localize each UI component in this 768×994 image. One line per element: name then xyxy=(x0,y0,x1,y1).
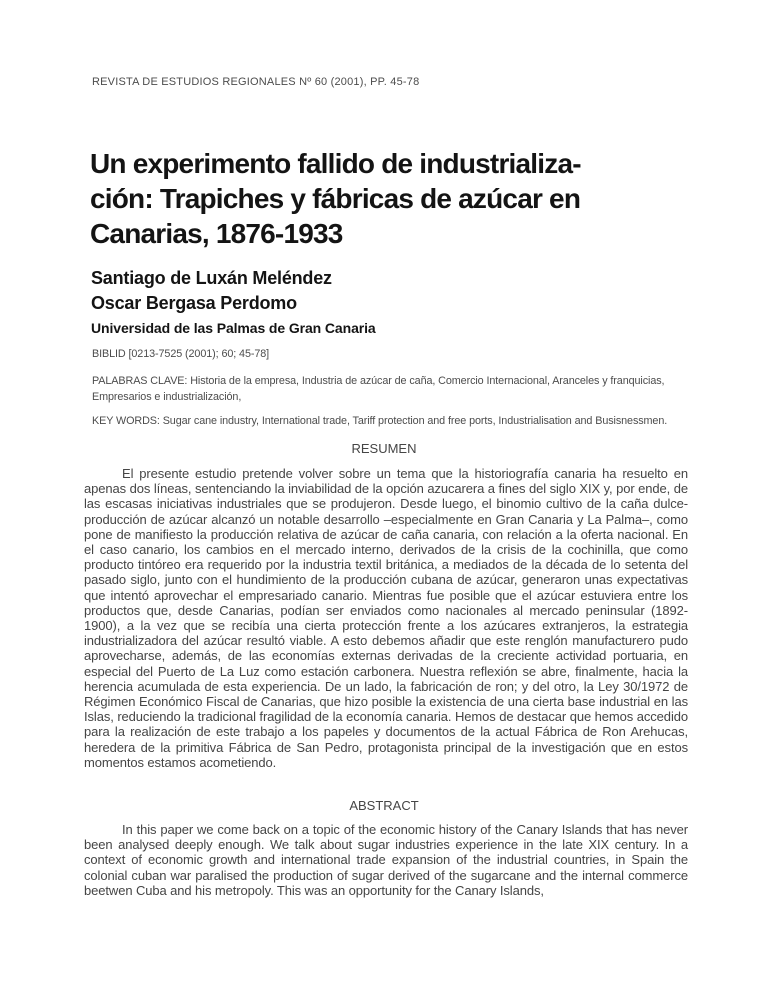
affiliation: Universidad de las Palmas de Gran Canaria xyxy=(91,320,376,336)
abstract-body: In this paper we come back on a topic of the economic history of the Canary Islands that has never been analysed deeply enough. We talk about sugar industries experience in the late XIX century. In a context of economic growth and international trade expansion of the industrial countries, in Spain the colonial cuban war paralised the production of sugar derived of the sugarcane and the internal commerce beetwen Cuba and his metropoly. This was an opportunity for the Canary Islands, xyxy=(84,822,688,898)
resumen-heading: RESUMEN xyxy=(351,441,417,456)
resumen-body: El presente estudio pretende volver sobre un tema que la historiografía canaria ha resuelto en apenas dos líneas, sentenciando la inviabilidad de la opción azucarera a fines del siglo XIX y, por ende, de las escasas iniciativas industriales que se produjeron. Desde luego, el binomio cultivo de la caña dulce-producción de azúcar alcanzó un notable desarrollo –especialmente en Gran Canaria y La Palma–, como pone de manifiesto la producción relativa de azúcar de caña canaria, con relación a la oferta nacional. En el caso canario, los cambios en el mercado interno, derivados de la crisis de la cochinilla, que como producto tintóreo era requerido por la industria textil británica, a mediados de la década de lo setenta del pasado siglo, junto con el hundimiento de la producción cubana de azúcar, generaron unas expectativas que intentó aprovechar el empresariado canario. Mientras fue posible que el azúcar estuviera entre los productos que, desde Canarias, podían ser enviados como nacionales al mercado peninsular (1892-1900), a la vez que se recibía una cierta protección frente a los azúcares extranjeros, la estrategia industrializadora del azúcar resultó viable. A esto debemos añadir que este renglón manufacturero pudo aprovecharse, además, de las economías externas derivadas de la creciente actividad portuaria, en especial del Puerto de La Luz como estación carbonera. Nuestra reflexión se abre, finalmente, hacia la herencia acumulada de esta experiencia. De un lado, la fabricación de ron; y del otro, la Ley 30/1972 de Régimen Económico Fiscal de Canarias, que hizo posible la existencia de una cierta base industrial en las Islas, reduciendo la tradicional fragilidad de la economía canaria. Hemos de destacar que hemos accedido para la realización de este trabajo a los papeles y documentos de la actual Fábrica de Ron Arehucas, heredera de la primitiva Fábrica de San Pedro, protagonista principal de la investigación que en estos momentos estamos acometiendo. xyxy=(84,466,688,770)
key-words-line: KEY WORDS: Sugar cane industry, International trade, Tariff protection and free ports, Industrialisation and Busisnessmen. xyxy=(92,415,668,427)
title-line-2: ción: Trapiches y fábricas de azúcar en xyxy=(90,183,581,214)
author-name-2: Oscar Bergasa Perdomo xyxy=(91,293,297,313)
journal-header: REVISTA DE ESTUDIOS REGIONALES Nº 60 (2001), PP. 45-78 xyxy=(92,76,420,88)
palabras-clave-line: PALABRAS CLAVE: Historia de la empresa, Industria de azúcar de caña, Comercio Internacional, Aranceles y franquicias, Empresarios e industrialización, xyxy=(92,375,665,403)
title-line-3: Canarias, 1876-1933 xyxy=(90,218,343,249)
authors-block xyxy=(91,266,376,338)
author-name-1: Santiago de Luxán Meléndez xyxy=(91,268,332,288)
biblid-line: BIBLID [0213-7525 (2001); 60; 45-78] xyxy=(92,348,270,360)
title-line-1: Un experimento fallido de industrializa- xyxy=(90,148,581,179)
abstract-heading: ABSTRACT xyxy=(349,798,419,813)
paper-title xyxy=(90,146,730,251)
